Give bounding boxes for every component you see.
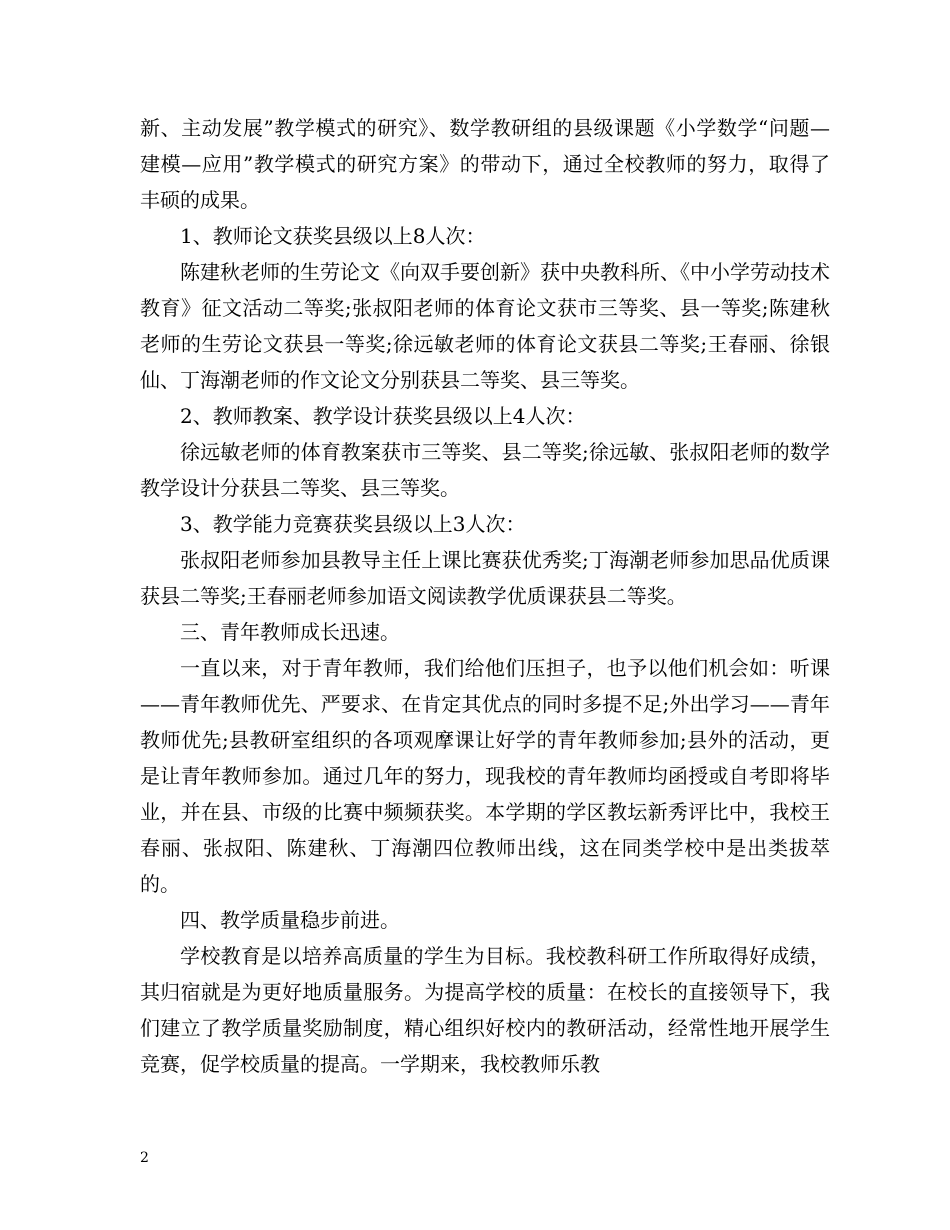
paragraph-2: 1、教师论文获奖县级以上8人次： <box>180 224 486 248</box>
paragraph-3: 陈建秋老师的生劳论文《向双手要创新》获中央教科所、《中小学劳动技术教育》征文活动二等奖;张叔阳老师的体育论文获市三等奖、县一等奖;陈建秋老师的生劳论文获县一等奖;徐远敏老师的体育论文获县二等奖;王春丽、徐银仙、丁海潮老师的作文论文分别获县二等奖、县三等奖。 <box>140 260 830 392</box>
paragraph-5: 徐远敏老师的体育教案获市三等奖、县二等奖;徐远敏、张叔阳老师的数学教学设计分获县二等奖、县三等奖。 <box>140 440 830 500</box>
page-number: 2 <box>140 1150 149 1166</box>
paragraph-1: 新、主动发展”教学模式的研究》、数学教研组的县级课题《小学数学“问题—建模—应用”教学模式的研究方案》的带动下，通过全校教师的努力，取得了丰硕的成果。 <box>140 116 830 212</box>
paragraph-6: 3、教学能力竞赛获奖县级以上3人次： <box>180 512 526 536</box>
paragraph-4: 2、教师教案、教学设计获奖县级以上4人次： <box>180 404 586 428</box>
paragraph-9: 一直以来，对于青年教师，我们给他们压担子，也予以他们机会如：听课——青年教师优先、严要求、在肯定其优点的同时多提不足;外出学习——青年教师优先;县教研室组织的各项观摩课让好学的青年教师参加;县外的活动，更是让青年教师参加。通过几年的努力，现我校的青年教师均函授或自考即将毕业，并在县、市级的比赛中频频获奖。本学期的学区教坛新秀评比中，我校王春丽、张叔阳、陈建秋、丁海潮四位教师出线，这在同类学校中是出类拔萃的。 <box>140 656 830 896</box>
document-body <box>140 110 830 1082</box>
paragraph-8: 三、青年教师成长迅速。 <box>180 620 400 644</box>
paragraph-7: 张叔阳老师参加县教导主任上课比赛获优秀奖;丁海潮老师参加思品优质课获县二等奖;王春丽老师参加语文阅读教学优质课获县二等奖。 <box>140 548 830 608</box>
paragraph-11: 学校教育是以培养高质量的学生为目标。我校教科研工作所取得好成绩，其归宿就是为更好地质量服务。为提高学校的质量：在校长的直接领导下，我们建立了教学质量奖励制度，精心组织好校内的教研活动，经常性地开展学生竞赛，促学校质量的提高。一学期来，我校教师乐教 <box>140 944 830 1076</box>
paragraph-10: 四、教学质量稳步前进。 <box>180 908 400 932</box>
